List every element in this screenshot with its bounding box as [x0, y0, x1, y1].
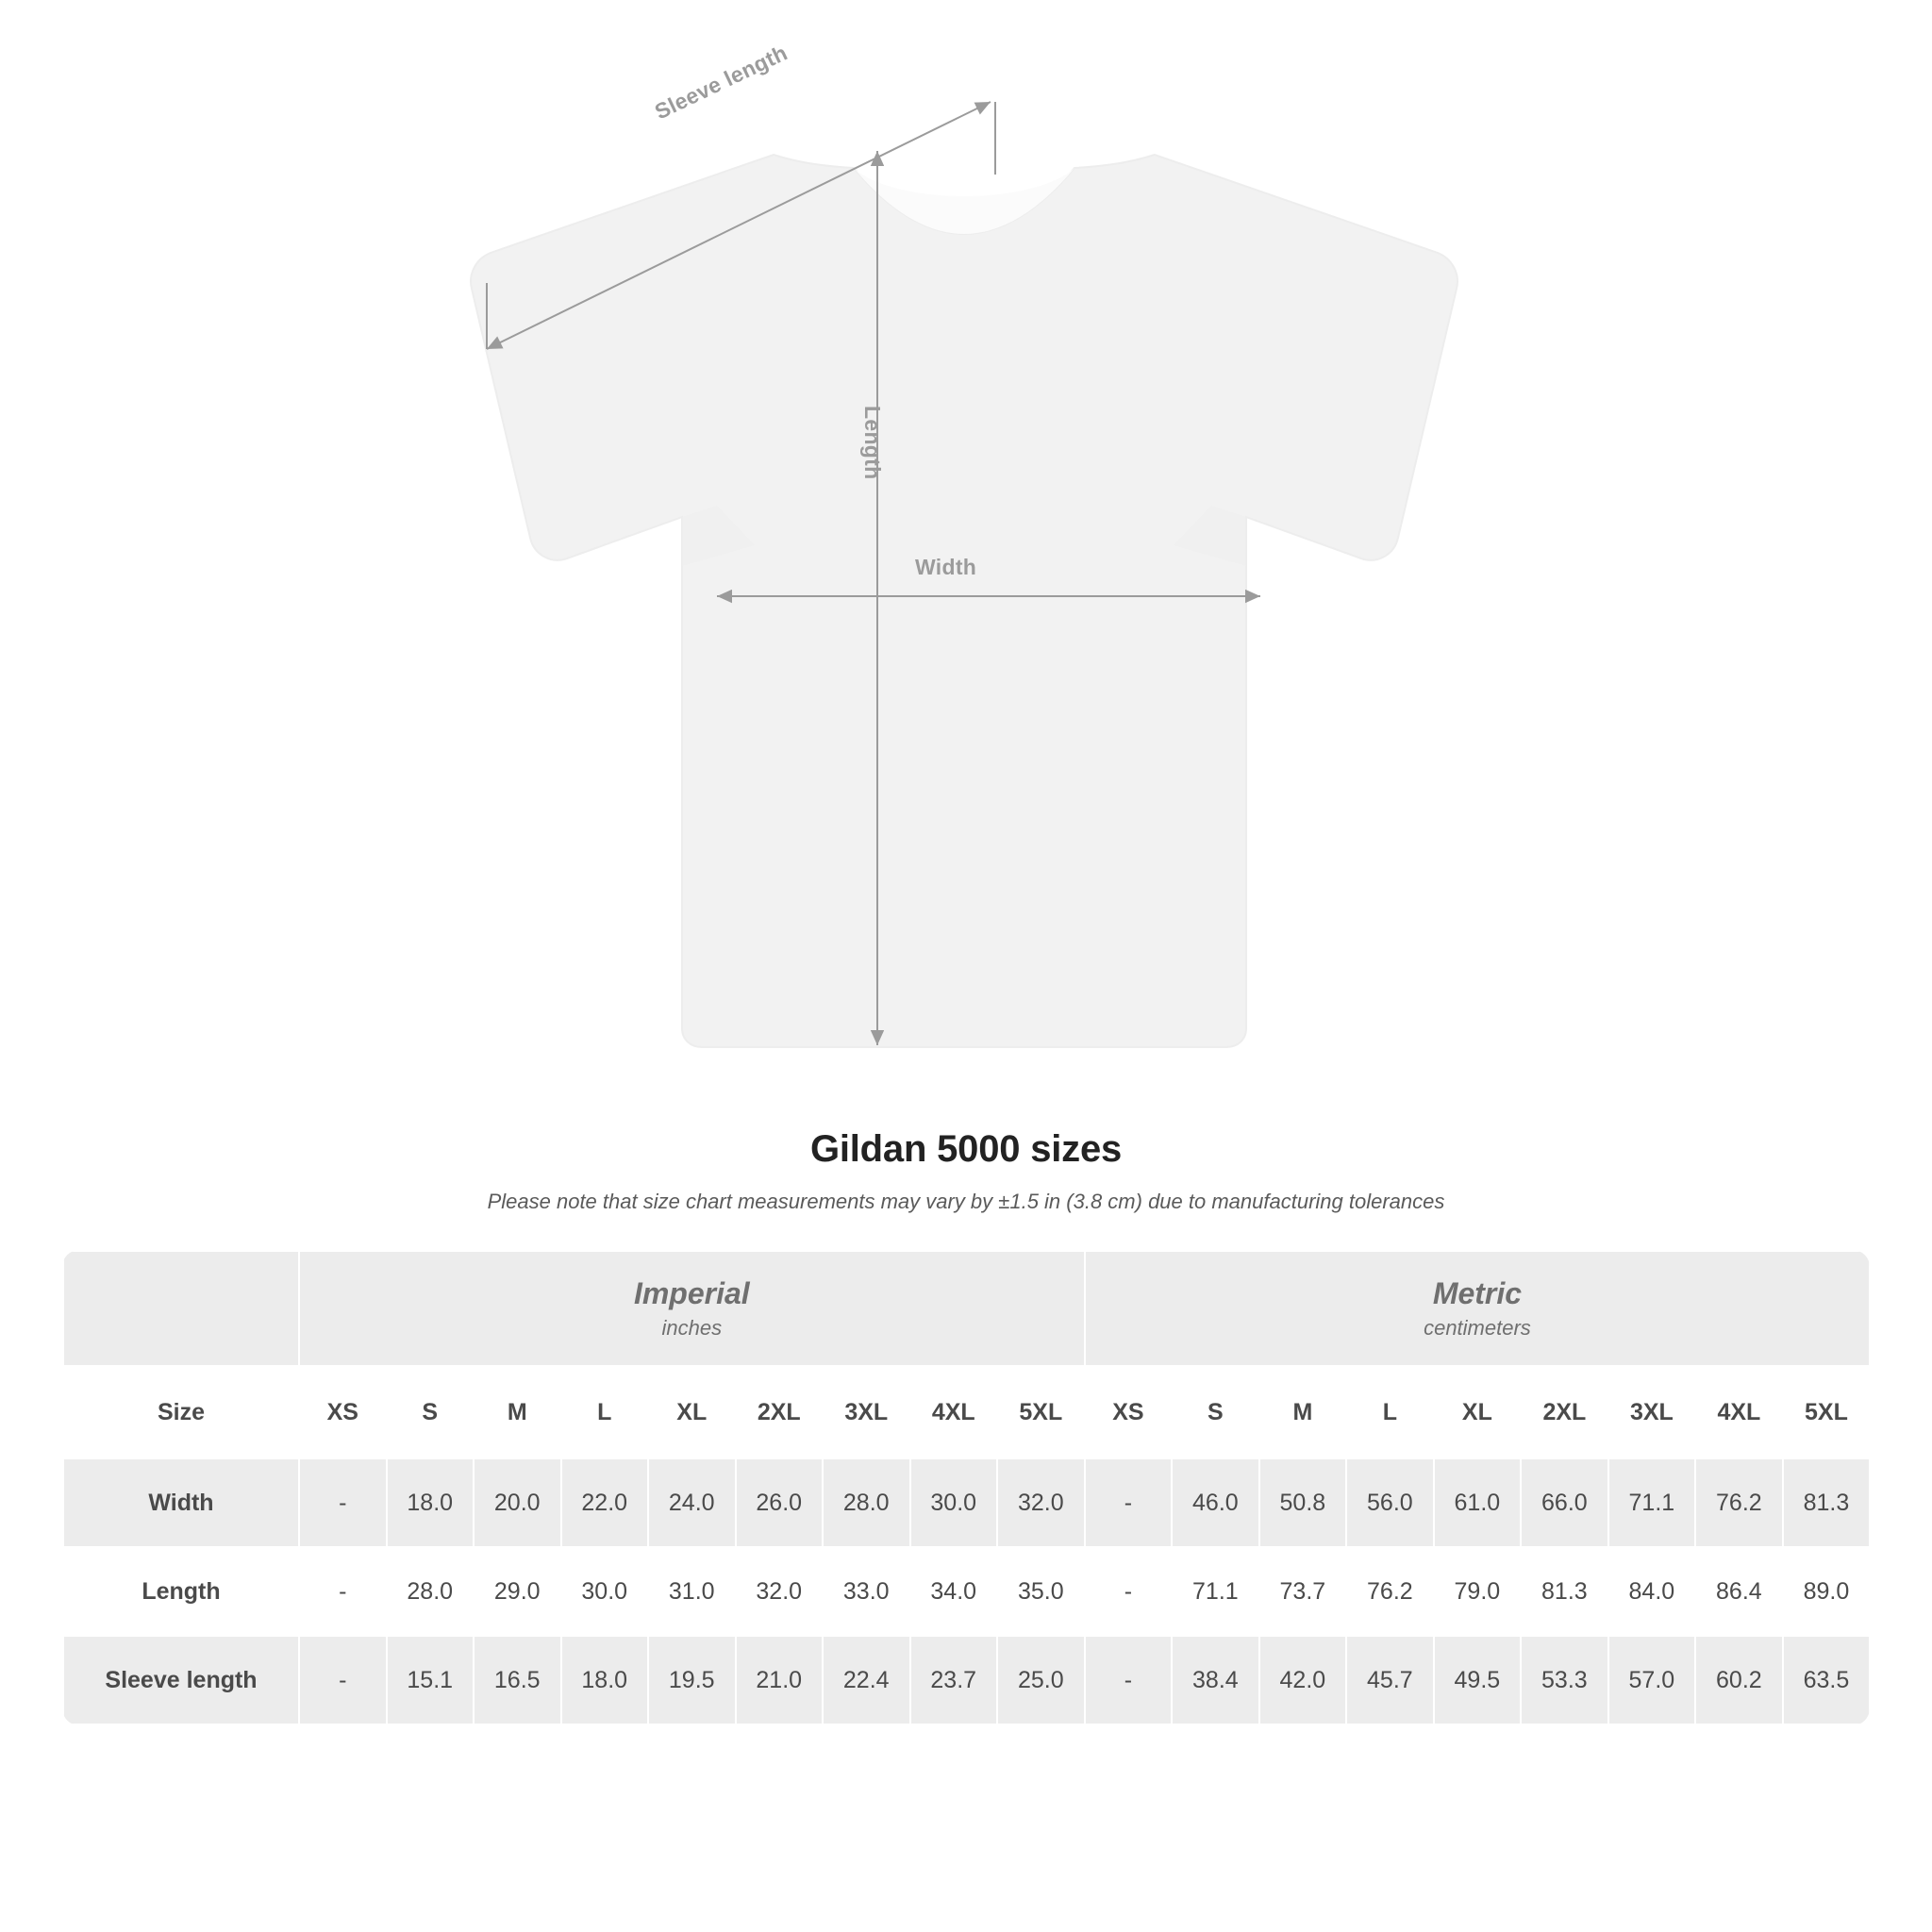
- cell-width-metric-s: 46.0: [1172, 1458, 1259, 1547]
- cell-length-metric-2xl: 81.3: [1521, 1547, 1608, 1636]
- unit-group-metric-subtitle: centimeters: [1424, 1315, 1531, 1340]
- cell-length-metric-4xl: 86.4: [1695, 1547, 1783, 1636]
- size-header-metric-5xl: 5XL: [1783, 1366, 1870, 1458]
- cell-sleeve-metric-xl: 49.5: [1434, 1636, 1522, 1724]
- size-header-metric-l: L: [1346, 1366, 1434, 1458]
- cell-length-imperial-2xl: 32.0: [736, 1547, 824, 1636]
- cell-width-imperial-s: 18.0: [387, 1458, 475, 1547]
- cell-sleeve-imperial-m: 16.5: [474, 1636, 561, 1724]
- size-header-row: [63, 1366, 1870, 1458]
- size-header-metric-xl: XL: [1434, 1366, 1522, 1458]
- cell-length-metric-l: 76.2: [1346, 1547, 1434, 1636]
- cell-length-imperial-5xl: 35.0: [997, 1547, 1085, 1636]
- cell-length-imperial-xl: 31.0: [648, 1547, 736, 1636]
- cell-sleeve-metric-l: 45.7: [1346, 1636, 1434, 1724]
- table-row: [63, 1458, 1870, 1547]
- size-header-imperial-2xl: 2XL: [736, 1366, 824, 1458]
- page-title: Gildan 5000 sizes: [809, 1128, 1123, 1170]
- size-header-imperial-xs: XS: [299, 1366, 387, 1458]
- size-header-metric-s: S: [1172, 1366, 1259, 1458]
- unit-group-imperial-title: Imperial: [633, 1275, 750, 1310]
- size-table: [62, 1250, 1870, 1725]
- cell-length-metric-3xl: 84.0: [1608, 1547, 1696, 1636]
- tolerance-note: Please note that size chart measurements may vary by ±1.5 in (3.8 cm) due to manufacturing tolerances: [487, 1190, 1445, 1213]
- row-label-width: Width: [63, 1458, 299, 1547]
- cell-sleeve-metric-5xl: 63.5: [1783, 1636, 1870, 1724]
- unit-header-spacer: [63, 1251, 299, 1366]
- cell-sleeve-metric-m: 42.0: [1259, 1636, 1347, 1724]
- size-header-imperial-5xl: 5XL: [997, 1366, 1085, 1458]
- cell-width-metric-5xl: 81.3: [1783, 1458, 1870, 1547]
- unit-group-imperial-subtitle: inches: [661, 1315, 723, 1340]
- cell-width-metric-xl: 61.0: [1434, 1458, 1522, 1547]
- size-header-imperial-m: M: [474, 1366, 561, 1458]
- cell-length-metric-m: 73.7: [1259, 1547, 1347, 1636]
- sleeve-length-label: Sleeve length: [651, 40, 791, 125]
- cell-sleeve-imperial-l: 18.0: [561, 1636, 649, 1724]
- cell-length-metric-s: 71.1: [1172, 1547, 1259, 1636]
- size-header-imperial-l: L: [561, 1366, 649, 1458]
- cell-width-imperial-l: 22.0: [561, 1458, 649, 1547]
- cell-length-metric-xs: -: [1085, 1547, 1173, 1636]
- unit-header-row: [63, 1251, 1870, 1366]
- title-block: [0, 1128, 1932, 1214]
- cell-length-imperial-l: 30.0: [561, 1547, 649, 1636]
- cell-sleeve-imperial-xl: 19.5: [648, 1636, 736, 1724]
- cell-sleeve-metric-4xl: 60.2: [1695, 1636, 1783, 1724]
- table-row: [63, 1547, 1870, 1636]
- cell-width-metric-2xl: 66.0: [1521, 1458, 1608, 1547]
- cell-sleeve-metric-xs: -: [1085, 1636, 1173, 1724]
- tshirt-shape: [471, 155, 1457, 1047]
- size-header-imperial-xl: XL: [648, 1366, 736, 1458]
- size-header-metric-4xl: 4XL: [1695, 1366, 1783, 1458]
- size-header-metric-3xl: 3XL: [1608, 1366, 1696, 1458]
- cell-length-imperial-4xl: 34.0: [910, 1547, 998, 1636]
- size-header-metric-m: M: [1259, 1366, 1347, 1458]
- cell-width-imperial-4xl: 30.0: [910, 1458, 998, 1547]
- cell-width-imperial-2xl: 26.0: [736, 1458, 824, 1547]
- cell-sleeve-imperial-4xl: 23.7: [910, 1636, 998, 1724]
- cell-length-metric-5xl: 89.0: [1783, 1547, 1870, 1636]
- cell-sleeve-metric-3xl: 57.0: [1608, 1636, 1696, 1724]
- cell-width-imperial-xs: -: [299, 1458, 387, 1547]
- cell-sleeve-metric-s: 38.4: [1172, 1636, 1259, 1724]
- size-header-imperial-s: S: [387, 1366, 475, 1458]
- cell-sleeve-imperial-3xl: 22.4: [823, 1636, 910, 1724]
- row-label-sleeve-length: Sleeve length: [63, 1636, 299, 1724]
- cell-length-imperial-xs: -: [299, 1547, 387, 1636]
- size-header-imperial-3xl: 3XL: [823, 1366, 910, 1458]
- cell-length-imperial-s: 28.0: [387, 1547, 475, 1636]
- cell-width-imperial-3xl: 28.0: [823, 1458, 910, 1547]
- size-table-wrapper: [62, 1250, 1870, 1725]
- cell-width-imperial-xl: 24.0: [648, 1458, 736, 1547]
- cell-width-imperial-5xl: 32.0: [997, 1458, 1085, 1547]
- cell-width-metric-4xl: 76.2: [1695, 1458, 1783, 1547]
- cell-width-metric-xs: -: [1085, 1458, 1173, 1547]
- size-header-metric-2xl: 2XL: [1521, 1366, 1608, 1458]
- cell-sleeve-imperial-xs: -: [299, 1636, 387, 1724]
- row-label-length: Length: [63, 1547, 299, 1636]
- width-label: Width: [915, 555, 977, 579]
- cell-sleeve-imperial-2xl: 21.0: [736, 1636, 824, 1724]
- table-row: [63, 1636, 1870, 1724]
- unit-group-imperial: [299, 1251, 1085, 1366]
- cell-length-imperial-3xl: 33.0: [823, 1547, 910, 1636]
- size-header-imperial-4xl: 4XL: [910, 1366, 998, 1458]
- cell-sleeve-metric-2xl: 53.3: [1521, 1636, 1608, 1724]
- cell-width-metric-m: 50.8: [1259, 1458, 1347, 1547]
- cell-length-metric-xl: 79.0: [1434, 1547, 1522, 1636]
- unit-group-metric: [1085, 1251, 1870, 1366]
- cell-width-metric-3xl: 71.1: [1608, 1458, 1696, 1547]
- cell-sleeve-imperial-s: 15.1: [387, 1636, 475, 1724]
- unit-group-metric-title: Metric: [1432, 1275, 1523, 1310]
- cell-width-imperial-m: 20.0: [474, 1458, 561, 1547]
- size-header-metric-xs: XS: [1085, 1366, 1173, 1458]
- cell-width-metric-l: 56.0: [1346, 1458, 1434, 1547]
- size-header-label: Size: [63, 1366, 299, 1458]
- cell-length-imperial-m: 29.0: [474, 1547, 561, 1636]
- cell-sleeve-imperial-5xl: 25.0: [997, 1636, 1085, 1724]
- length-label: Length: [860, 406, 885, 480]
